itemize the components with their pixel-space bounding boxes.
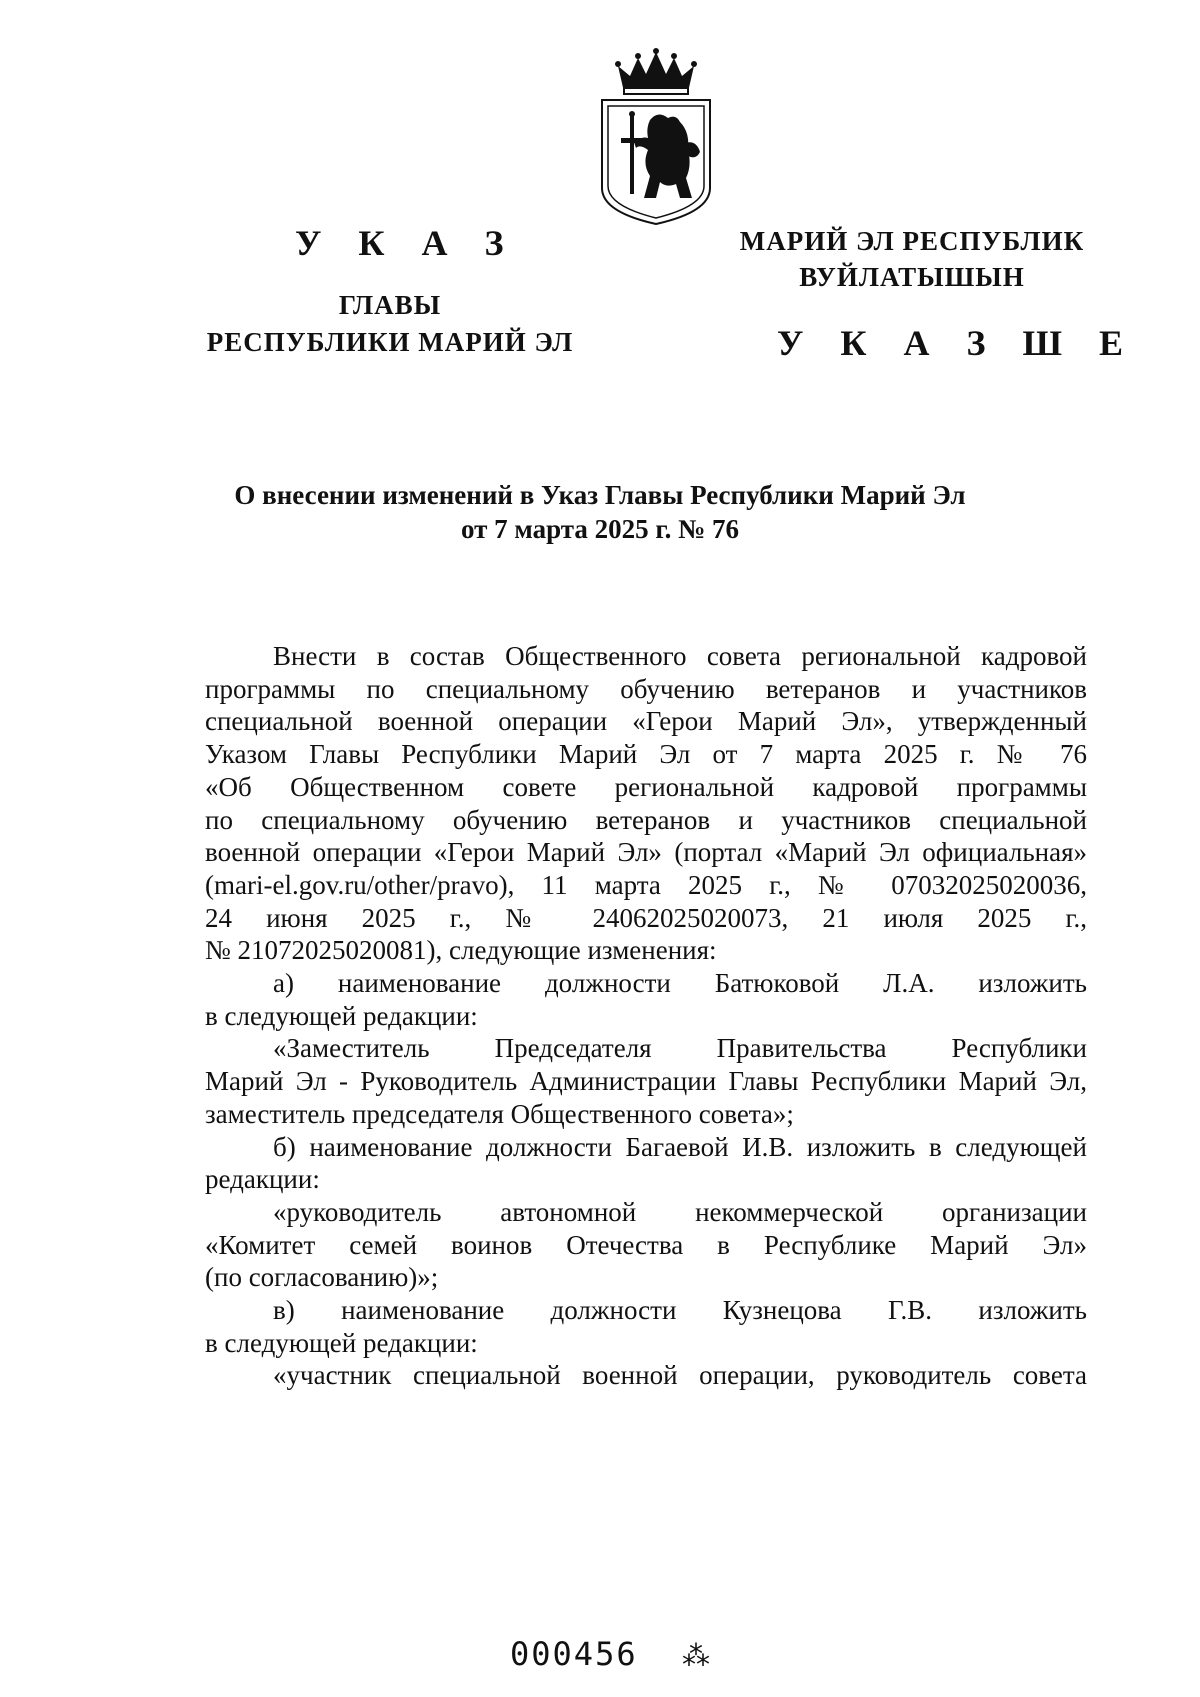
item-v-line: в) наименование должности Кузнецова Г.В. изложить	[273, 1295, 1087, 1326]
item-v-quote-line: «участник специальной военной операции, руководитель совета	[273, 1360, 1087, 1391]
header-left-line1: ГЛАВЫ	[338, 290, 442, 320]
ukazshe-title-right: У К А З Ш Е	[777, 323, 1138, 363]
item-a-quote-line: Марий Эл - Руководитель Администрации Главы Республики Марий Эл,	[205, 1066, 1087, 1097]
paragraph-line: по специальному обучению ветеранов и участников специальной	[205, 804, 1087, 835]
paragraph-line: 24 июня 2025 г., № 24062025020073, 21 июля 2025 г.,	[205, 902, 1087, 933]
item-v-line: в следующей редакции:	[205, 1327, 478, 1358]
paragraph-line: Указом Главы Республики Марий Эл от 7 марта 2025 г. № 76	[205, 739, 1087, 770]
paragraph-line: (mari-el.gov.ru/other/pravo), 11 марта 2025 г., № 07032025020036,	[205, 869, 1087, 900]
header-right-line2: ВУЙЛАТЫШЫН	[799, 262, 1025, 292]
item-b-quote-line: (по согласованию)»;	[205, 1262, 439, 1293]
document-title	[100, 478, 1100, 546]
paragraph-line: «Об Общественном совете региональной кадровой программы	[205, 771, 1087, 802]
item-b-line: редакции:	[205, 1164, 320, 1195]
paragraph-line: военной операции «Герои Марий Эл» (портал «Марий Эл официальная»	[205, 837, 1087, 868]
header-left-line2: РЕСПУБЛИКИ МАРИЙ ЭЛ	[206, 327, 574, 357]
item-a-quote-line: заместитель председателя Общественного совета»;	[205, 1098, 794, 1129]
asterism-mark: ⁂	[682, 1639, 710, 1672]
paragraph-line: № 21072025020081), следующие изменения:	[205, 935, 717, 966]
item-b-quote-line: «руководитель автономной некоммерческой организации	[273, 1196, 1087, 1227]
paragraph-line: программы по специальному обучению ветеранов и участников	[205, 673, 1087, 704]
coat-of-arms-emblem	[596, 48, 716, 226]
title-line2: от 7 марта 2025 г. № 76	[461, 514, 739, 544]
document-body	[205, 640, 1087, 1392]
item-b-line: б) наименование должности Багаевой И.В. изложить в следующей	[273, 1131, 1087, 1162]
paragraph-line: Внести в состав Общественного совета региональной кадровой	[273, 641, 1087, 671]
header-right-line1: МАРИЙ ЭЛ РЕСПУБЛИК	[739, 226, 1085, 256]
item-b-quote-line: «Комитет семей воинов Отечества в Республике Марий Эл»	[205, 1229, 1087, 1260]
serial-number: 000456	[510, 1635, 638, 1673]
item-a-line: в следующей редакции:	[205, 1000, 478, 1031]
ukaz-title-left: У К А З	[295, 223, 518, 263]
title-line1: О внесении изменений в Указ Главы Республики Марий Эл	[234, 480, 966, 510]
paragraph-line: специальной военной операции «Герои Марий Эл», утвержденный	[205, 706, 1087, 737]
item-a-quote-line: «Заместитель Председателя Правительства Республики	[273, 1033, 1087, 1064]
item-a-line: а) наименование должности Батюковой Л.А. изложить	[273, 968, 1087, 999]
